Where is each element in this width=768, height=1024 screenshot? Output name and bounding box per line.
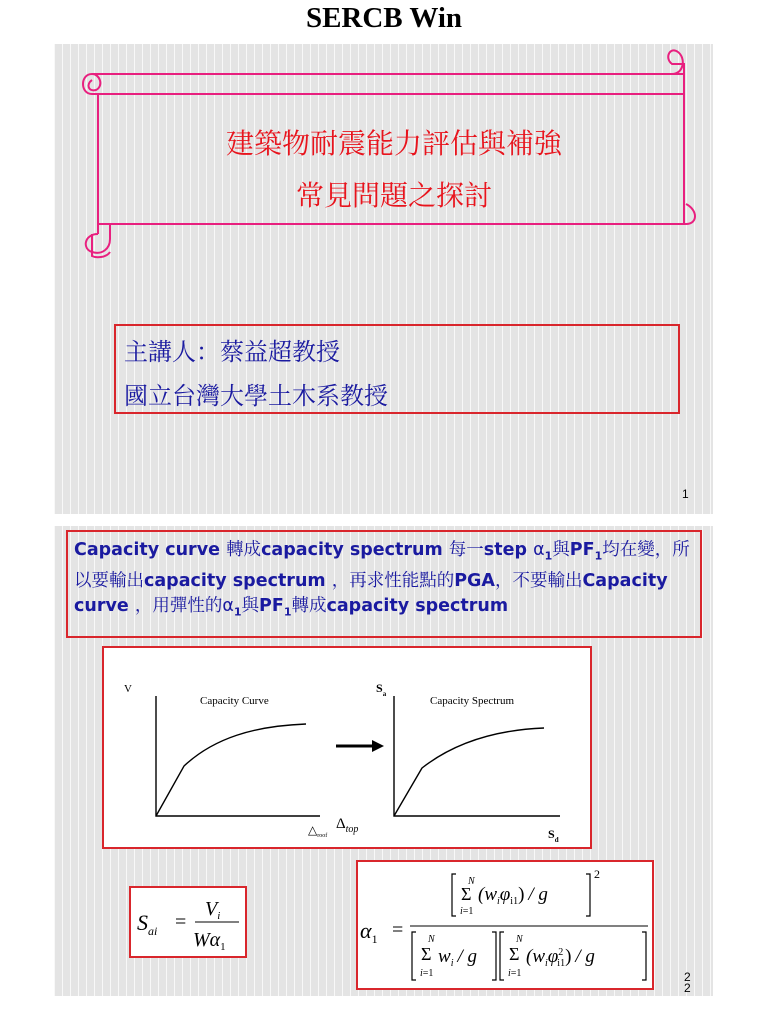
equation-alpha1 [356,860,654,990]
note-box [66,530,702,638]
left-curve [156,724,306,816]
note-text-segment: 1 [594,549,603,563]
left-chart-title: Capacity Curve [200,695,269,707]
eq1-numerator: $V_i$ [205,898,221,922]
eq2-equals: = [392,919,404,941]
svg-text:N: N [468,876,475,887]
speaker-name: 主講人：蔡益超教授 [124,338,340,366]
right-axes [394,696,560,816]
right-x-label: $S_d$ [548,827,559,844]
svg-text:Σ: Σ [421,944,432,964]
eq2-denominator [412,932,646,980]
note-text-segment: step [483,540,534,560]
equation-sai [129,886,247,958]
document-title: SERCB Win [305,2,463,34]
slide-number-overlay: 2 [684,981,691,995]
left-x-label-roof: $\triangle_{roof}$ [308,823,328,839]
left-y-label: V [124,683,132,695]
slide-title-line-2: 常見問題之探討 [295,179,492,212]
note-text-segment: 與 [552,540,570,560]
svg-text:i=1: i=1 [508,968,522,979]
note-text-segment: capacity spectrum [261,540,449,560]
note-text-segment: 轉成 [226,540,262,560]
eq1-denominator: $W\alpha_1$ [193,929,226,953]
slide-2 [54,526,713,996]
svg-text:Σ: Σ [509,944,520,964]
right-y-label: $S_a$ [376,681,387,698]
note-text-segment: 轉成 [291,595,327,616]
capacity-figure-svg [104,648,590,847]
note-text-segment: capacity spectrum [326,595,509,616]
equation-alpha1-svg [358,862,652,988]
equation-sai-svg [131,888,245,956]
note-text-segment: ，不要輸出 [494,570,583,591]
svg-text:N: N [516,934,523,945]
slide-1 [54,44,713,514]
svg-text:i=1: i=1 [420,968,434,979]
slide-number: 1 [682,487,689,501]
note-text-segment: 1 [544,549,553,563]
note-text-segment: 1 [233,605,242,618]
svg-text:2: 2 [594,867,600,881]
note-text-segment: Capacity curve [74,570,668,616]
note-text-segment: α [533,540,545,560]
left-axes [156,696,320,816]
note-text-segment: 1 [283,605,292,618]
svg-text:(wiφi1)/ g: $(w_i\varphi_{i1})$ / g [478,884,548,907]
note-text-segment: 均在變，所以要輸出 [74,540,690,591]
eq1-equals: = [175,911,187,933]
svg-text:(wiφ2i1)/ g: ($w_i\varphi^2$ i1) / g [526,946,595,969]
note-text-segment: PF [259,595,284,616]
note-text-segment: capacity spectrum [144,570,332,591]
slide-title-line-1: 建築物耐震能力評估與補強 [225,127,562,160]
svg-text:wi/ g: $w_i$ / g [438,946,477,969]
right-curve [394,728,544,816]
capacity-figure [102,646,592,849]
speaker-box [114,324,680,414]
right-chart-title: Capacity Spectrum [430,695,515,707]
left-x-label-top: $\Delta_{top}$ [336,816,359,835]
note-text-segment: PF [569,540,595,560]
note-text-segment: ，再求性能點的 [331,570,455,591]
eq1-lhs: $S_{ai}$ [137,910,158,938]
note-text-segment: α [222,595,234,616]
speaker-affiliation: 國立台灣大學土木系教授 [124,382,388,410]
note-text-segment: 與 [241,595,260,616]
note-text-segment: ，用彈性的 [134,595,223,616]
slide-number: 2 [684,970,691,984]
note-text-segment: 每一 [448,540,484,560]
svg-text:N: N [428,934,435,945]
eq2-lhs: $\alpha_1$ [360,918,378,946]
right-arrow-icon [336,740,384,752]
svg-text:i=1: i=1 [460,906,474,917]
note-text-segment: Capacity curve [74,540,227,560]
svg-text:Σ: Σ [461,884,472,904]
note-text-segment: PGA [454,570,495,591]
eq2-numerator [452,867,600,917]
